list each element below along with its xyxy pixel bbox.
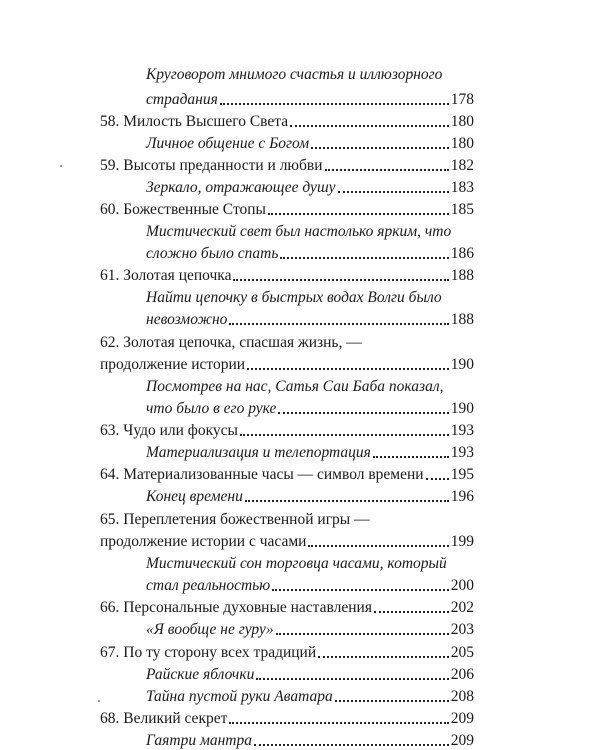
toc-subentry-text: «Я вообще не гуру»	[146, 621, 274, 638]
toc-subentry-text: Мистический свет был настолько ярким, что	[146, 223, 452, 240]
toc-subentry	[146, 728, 474, 750]
toc-chapter-title: 58. Милость Высшего Света	[100, 113, 289, 130]
toc-subentry-text: Материализация и телепортация	[146, 444, 371, 461]
dot-leader	[268, 213, 449, 215]
page-number: 193	[450, 444, 474, 461]
dot-leader	[229, 323, 448, 325]
toc-chapter-title: 65. Переплетения божественной игры —	[100, 511, 370, 528]
toc-subentry-line	[146, 551, 474, 573]
dot-leader	[272, 589, 449, 591]
page-number: 200	[450, 577, 474, 594]
page-number: 202	[450, 599, 474, 616]
page-number: 199	[450, 533, 474, 550]
dot-leader	[280, 257, 448, 259]
dot-leader	[311, 147, 449, 149]
toc-subentry	[146, 617, 474, 639]
toc-chapter-title: 61. Золотая цепочка	[100, 267, 232, 284]
toc-subentry-line	[146, 285, 474, 307]
page-number: 209	[450, 732, 474, 749]
toc-chapter-title: 66. Персональные духовные наставления	[100, 599, 372, 616]
page-number: 180	[450, 113, 474, 130]
toc-subentry-text: Круговорот мнимого счастья и иллюзорного	[146, 66, 443, 83]
toc-chapter	[100, 640, 474, 662]
toc-chapter-title: продолжение истории с часами	[100, 533, 307, 550]
dot-leader	[254, 744, 449, 746]
dot-leader	[276, 633, 449, 635]
page-number: 195	[450, 466, 474, 483]
toc-subentry-text: Личное общение с Богом	[146, 135, 310, 152]
page-number: 203	[450, 621, 474, 638]
dot-leader	[426, 478, 449, 480]
toc-chapter	[100, 462, 474, 484]
dot-leader	[374, 611, 449, 613]
toc-chapter	[100, 529, 474, 551]
dot-leader	[318, 656, 449, 658]
toc-subentry-text: что было в его руке	[146, 400, 277, 417]
page-number: 190	[450, 400, 474, 417]
page-number: 193	[450, 422, 474, 439]
toc-subentry	[146, 662, 474, 684]
toc-chapter-title: 68. Великий секрет	[100, 710, 228, 727]
toc-subentry	[146, 440, 474, 462]
toc-subentry	[146, 241, 474, 263]
scan-speck	[60, 165, 62, 167]
toc-subentry	[146, 684, 474, 706]
page-number: 178	[450, 91, 474, 108]
toc-chapter-title: 62. Золотая цепочка, спасшая жизнь, —	[100, 334, 362, 351]
toc-subentry-text: сложно было спать	[146, 245, 279, 262]
toc-subentry-text: страдания	[146, 91, 218, 108]
toc-subentry-text: стал реальностью	[146, 577, 271, 594]
page-number: 180	[450, 135, 474, 152]
toc-subentry	[146, 175, 474, 197]
toc-subentry-text: Зеркало, отражающее душу	[146, 179, 336, 196]
dot-leader	[308, 545, 448, 547]
toc-subentry	[146, 396, 474, 418]
page-number: 186	[450, 245, 474, 262]
toc-chapter	[100, 352, 474, 374]
page-number: 196	[450, 488, 474, 505]
toc-chapter-title: 67. По ту сторону всех традиций	[100, 644, 317, 661]
page-number: 188	[450, 267, 474, 284]
dot-leader	[247, 368, 449, 370]
page-number: 205	[450, 644, 474, 661]
toc-chapter-title: продолжение истории	[100, 356, 246, 373]
page-number: 190	[450, 356, 474, 373]
dot-leader	[290, 125, 449, 127]
page-number: 206	[450, 666, 474, 683]
dot-leader	[325, 169, 449, 171]
dot-leader	[245, 500, 449, 502]
page-number: 183	[450, 179, 474, 196]
toc-chapter	[100, 109, 474, 131]
toc-subentry-line	[146, 219, 474, 241]
toc-subentry-text: Райские яблочки	[146, 666, 255, 683]
page-number: 182	[450, 157, 474, 174]
toc-subentry	[146, 484, 474, 506]
toc-subentry-line	[146, 62, 474, 84]
toc-chapter	[100, 418, 474, 440]
toc-chapter-title: 59. Высоты преданности и любви	[100, 157, 323, 174]
toc-chapter-line	[100, 330, 474, 352]
dot-leader	[278, 412, 448, 414]
toc-chapter	[100, 595, 474, 617]
toc-chapter-line	[100, 507, 474, 529]
page-number: 208	[450, 688, 474, 705]
dot-leader	[256, 678, 448, 680]
page-number: 188	[450, 311, 474, 328]
toc-subentry-text: Мистический сон торговца часами, который	[146, 555, 447, 572]
page-number: 209	[450, 710, 474, 727]
toc-subentry	[146, 131, 474, 153]
dot-leader	[220, 103, 449, 105]
dot-leader	[335, 700, 449, 702]
toc-subentry-line	[146, 374, 474, 396]
dot-leader	[240, 434, 449, 436]
toc-chapter	[100, 263, 474, 285]
scan-speck	[98, 700, 100, 702]
toc-subentry-text: Посмотрев на нас, Сатья Саи Баба показал,	[146, 378, 444, 395]
page-number: 185	[450, 201, 474, 218]
toc-subentry	[146, 87, 474, 109]
toc-subentry-text: невозможно	[146, 311, 228, 328]
toc-chapter-title: 63. Чудо или фокусы	[100, 422, 238, 439]
dot-leader	[338, 191, 449, 193]
toc-subentry-text: Конец времени	[146, 488, 243, 505]
toc-chapter	[100, 153, 474, 175]
toc-chapter	[100, 197, 474, 219]
dot-leader	[229, 722, 448, 724]
toc-subentry-text: Найти цепочку в быстрых водах Волги было	[146, 289, 442, 306]
toc-chapter	[100, 706, 474, 728]
dot-leader	[373, 456, 449, 458]
toc-subentry-text: Гаятри мантра	[146, 732, 252, 749]
toc-chapter-title: 60. Божественные Стопы	[100, 201, 266, 218]
toc-subentry	[146, 307, 474, 329]
toc-chapter-title: 64. Материализованные часы — символ времени	[100, 466, 424, 483]
toc-subentry-text: Тайна пустой руки Аватара	[146, 688, 333, 705]
toc-subentry	[146, 573, 474, 595]
dot-leader	[233, 279, 448, 281]
